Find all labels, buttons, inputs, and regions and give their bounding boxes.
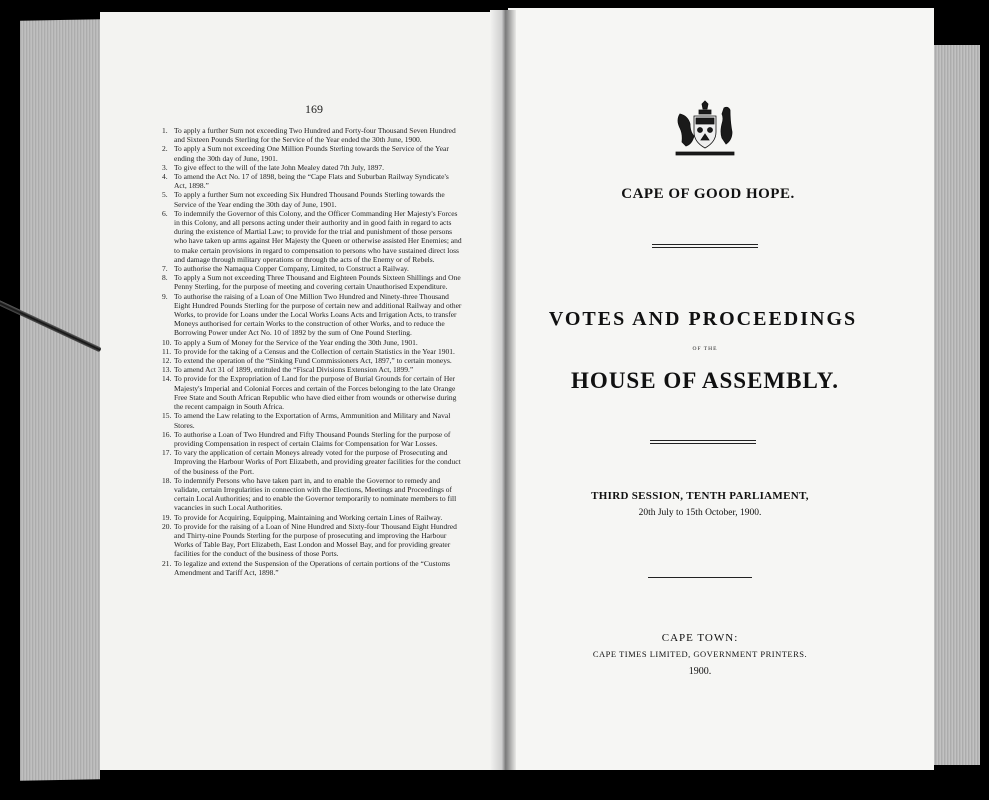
page-number: 169 <box>305 102 323 116</box>
item-number: 9. <box>162 291 168 301</box>
list-item <box>162 411 462 429</box>
item-text: To apply a Sum not exceeding One Million Pounds Sterling towards the Service of the Year ending the 30th day of June, 1901. <box>174 144 449 163</box>
item-number: 8. <box>162 273 168 283</box>
list-item <box>162 356 462 365</box>
of-the-label: OF THE <box>692 346 718 352</box>
item-number: 18. <box>162 475 172 485</box>
list-item <box>162 374 462 411</box>
item-number: 1. <box>162 126 168 135</box>
title-house-of-assembly: HOUSE OF ASSEMBLY. <box>571 368 839 393</box>
item-number: 20. <box>162 521 172 531</box>
item-text: To provide for Acquiring, Equipping, Maintaining and Working certain Lines of Railway. <box>174 512 443 522</box>
item-number: 16. <box>162 429 172 439</box>
item-number: 17. <box>162 448 172 458</box>
printing-place: CAPE TOWN: <box>661 632 739 644</box>
item-text: To authorise the Namaqua Copper Company, Limited, to Construct a Railway. <box>174 264 409 274</box>
session-dates: 20th July to 15th October, 1900. <box>638 508 762 518</box>
list-item <box>162 190 462 208</box>
item-number: 5. <box>162 190 168 200</box>
divider-rule <box>648 577 752 578</box>
item-number: 2. <box>162 144 168 154</box>
list-item <box>162 163 462 172</box>
item-text: To authorise the raising of a Loan of One Million Two Hundred and Ninety-three Thousand Eight Hundred Pounds Sterling for the purpose of certain new and additional Railway and other Works, to provide for Loans under the Local Works Loans Acts and Irrigation Acts, to transfer Moneys authorised for certain Works to the construction of other Works, and to reduce the Borrowing Power under Act No. 10 of 1892 by the sum of One Pound Sterling. <box>174 291 462 338</box>
left-page-edges <box>20 19 100 780</box>
session-label: THIRD SESSION, TENTH PARLIAMENT, <box>591 490 809 502</box>
item-number: 4. <box>162 172 168 182</box>
item-text: To vary the application of certain Moneys already voted for the purpose of Prosecuting and Improving the Harbour Works of Port Elizabeth, and providing greater facilities for the conduct of the business of the Port. <box>174 448 461 476</box>
item-number: 13. <box>162 365 172 375</box>
bill-list <box>162 126 462 577</box>
item-text: To provide for the raising of a Loan of Nine Hundred and Sixty-four Thousand Eight Hundred and Thirty-nine Pounds Sterling for the purpose of prosecuting and improving the Harbour Works of Table Bay, Port Elizabeth, East London and Mossel Bay, and for providing greater facilities for the conduct of the business of those Ports. <box>174 521 457 559</box>
item-text: To indemnify Persons who have taken part in, and to enable the Governor to remedy and validate, certain Irregularities in connection with the Elections, Meetings and Proceedings of certain Local Authorities; and to enable the Governor temporarily to nominate members to fill vacancies in such Local Authorities. <box>174 475 457 513</box>
list-item <box>162 209 462 264</box>
list-item <box>162 513 462 522</box>
item-number: 14. <box>162 374 172 384</box>
item-text: To legalize and extend the Suspension of the Operations of certain portions of the “Customs Amendment and Tariff Act, 1898.” <box>174 558 451 577</box>
item-text: To amend the Act No. 17 of 1898, being the “Cape Flats and Suburban Railway Syndicate's Act, 1898.” <box>174 172 449 191</box>
item-text: To extend the operation of the “Sinking Fund Commissioners Act, 1897,” to certain moneys. <box>174 356 452 366</box>
item-text: To apply a Sum of Money for the Service of the Year ending the 30th June, 1901. <box>174 337 418 347</box>
list-item <box>162 347 462 356</box>
item-number: 12. <box>162 356 172 366</box>
list-item <box>162 522 462 559</box>
item-text: To provide for the taking of a Census and the Collection of certain Statistics in the Year 1901. <box>174 346 455 356</box>
item-number: 15. <box>162 411 172 421</box>
right-page-edges <box>932 45 980 765</box>
divider-rule <box>652 244 758 248</box>
item-text: To amend the Law relating to the Exportation of Arms, Ammunition and Military and Naval Stores. <box>174 411 451 430</box>
item-text: To give effect to the will of the late John Mealey dated 7th July, 1897. <box>174 162 385 172</box>
publication-year: 1900. <box>688 666 712 677</box>
item-text: To provide for the Expropriation of Land for the purpose of Burial Grounds for certain of Her Majesty's Imperial and Colonial Forces and certain of the Forces belonging to the late Orange Free State and South African Republic who have died either from wounds or otherwise during the recent campaign in South Africa. <box>174 374 457 412</box>
list-item <box>162 264 462 273</box>
coat-of-arms-icon <box>672 100 738 160</box>
printer-name: CAPE TIMES LIMITED, GOVERNMENT PRINTERS. <box>592 649 808 659</box>
list-item <box>162 559 462 577</box>
list-item <box>162 273 462 291</box>
list-item <box>162 338 462 347</box>
item-text: To amend Act 31 of 1899, entituled the “Fiscal Divisions Extension Act, 1899.” <box>174 365 414 375</box>
title-votes-proceedings: VOTES AND PROCEEDINGS <box>548 308 858 330</box>
colony-name: CAPE OF GOOD HOPE. <box>621 186 795 202</box>
item-number: 11. <box>162 346 172 356</box>
item-number: 7. <box>162 264 168 274</box>
item-number: 21. <box>162 558 172 568</box>
item-text: To apply a further Sum not exceeding Two Hundred and Forty-four Thousand Seven Hundred and Sixteen Pounds Sterling for the Service of the Year ended the 30th June, 1900. <box>174 126 456 145</box>
divider-rule <box>650 440 756 444</box>
item-text: To apply a Sum not exceeding Three Thousand and Eighteen Pounds Sixteen Shillings and One Penny Sterling, for the purpose of meeting and covering certain Unauthorised Expenditure. <box>174 273 461 292</box>
list-item <box>162 365 462 374</box>
list-item <box>162 448 462 476</box>
item-number: 10. <box>162 337 172 347</box>
item-number: 19. <box>162 512 172 522</box>
list-item <box>162 144 462 162</box>
list-item <box>162 476 462 513</box>
list-item <box>162 430 462 448</box>
book-gutter <box>490 10 516 770</box>
item-number: 6. <box>162 208 168 218</box>
item-text: To indemnify the Governor of this Colony, and the Officer Commanding Her Majesty's Forces in this Colony, and all persons acting under their authority and in good faith in regard to acts during the existence of Martial Law; to provide for the trial and punishment of those persons who have taken up arms against Her Majesty the Queen or otherwise assisted Her Enemies; and to make certain provisions in regard to compensation to persons who have sustained direct loss and damage through military operations or through the acts of the Enemy or of Rebels. <box>174 208 462 264</box>
list-item <box>162 292 462 338</box>
list-item <box>162 172 462 190</box>
item-number: 3. <box>162 162 168 172</box>
item-text: To apply a further Sum not exceeding Six Hundred Thousand Pounds Sterling towards the Service of the Year ending the 30th day of June, 1901. <box>174 190 445 209</box>
item-text: To authorise a Loan of Two Hundred and Fifty Thousand Pounds Sterling for the purpose of providing Compensation in respect of certain Claims for Compensation for War Losses. <box>174 429 451 448</box>
list-item <box>162 126 462 144</box>
